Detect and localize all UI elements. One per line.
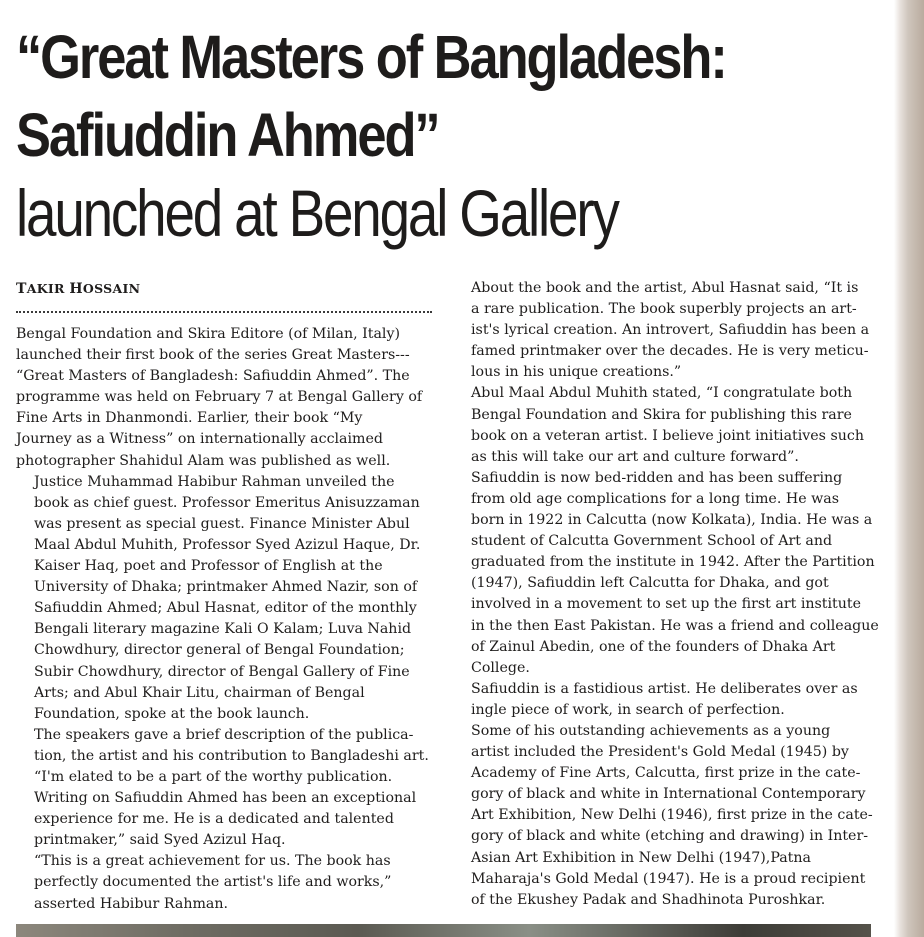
text-line: artist included the President's Gold Medal (1945) by bbox=[471, 744, 849, 761]
text-line: Kaiser Haq, poet and Professor of English at the bbox=[34, 558, 383, 575]
text-line: About the book and the artist, Abul Hasnat said, “It is bbox=[471, 280, 859, 296]
text-line: “This is a great achievement for us. The book has bbox=[34, 853, 391, 870]
text-line: involved in a movement to set up the first art institute bbox=[471, 596, 861, 613]
text-line: graduated from the institute in 1942. After the Partition bbox=[471, 554, 875, 571]
text-line: College. bbox=[471, 659, 530, 676]
text-line: Justice Muhammad Habibur Rahman unveiled the bbox=[34, 473, 395, 490]
text-line: of the Ekushey Padak and Shadhinota Puroshkar. bbox=[471, 891, 826, 908]
byline-divider bbox=[16, 311, 432, 313]
article-column-right bbox=[453, 278, 879, 911]
text-line: gory of black and white (etching and drawing) in Inter- bbox=[471, 828, 869, 845]
text-line: launched their first book of the series Great Masters--- bbox=[16, 347, 410, 364]
article-paragraph bbox=[453, 468, 879, 679]
text-line: Chowdhury, director general of Bengal Foundation; bbox=[34, 642, 405, 659]
headline-line-1: “Great Masters of Bangladesh: bbox=[16, 23, 726, 91]
text-line: experience for me. He is a dedicated and talented bbox=[34, 811, 394, 828]
article-paragraph bbox=[16, 472, 436, 725]
article-paragraph bbox=[453, 679, 873, 721]
byline-last-rest: OSSAIN bbox=[82, 281, 141, 296]
text-line: Abul Maal Abdul Muhith stated, “I congratulate both bbox=[471, 385, 853, 402]
page-edge-shadow bbox=[894, 0, 924, 937]
text-line: Bengal Foundation and Skira for publishing this rare bbox=[471, 406, 852, 423]
text-line: photographer Shahidul Alam was published as well. bbox=[16, 452, 391, 469]
text-line: book as chief guest. Professor Emeritus Anisuzzaman bbox=[34, 494, 420, 511]
text-line: perfectly documented the artist's life and works,” bbox=[34, 874, 392, 891]
text-line: “Great Masters of Bangladesh: Safiuddin Ahmed”. The bbox=[16, 368, 410, 385]
text-line: a rare publication. The book superbly projects an art- bbox=[471, 301, 857, 318]
text-line: Bengali literary magazine Kali O Kalam; Luva Nahid bbox=[34, 621, 412, 638]
text-line: Subir Chowdhury, director of Bengal Gallery of Fine bbox=[34, 663, 410, 680]
text-line: The speakers gave a brief description of the publica- bbox=[34, 726, 414, 743]
author-byline bbox=[16, 281, 140, 297]
text-line: Maharaja's Gold Medal (1947). He is a proud recipient bbox=[471, 870, 866, 887]
text-line: as this will take our art and culture forward”. bbox=[471, 448, 799, 465]
text-line: book on a veteran artist. I believe joint initiatives such bbox=[471, 427, 864, 444]
text-line: lous in his unique creations.” bbox=[471, 364, 682, 381]
text-line: tion, the artist and his contribution to Bangladeshi art. bbox=[34, 747, 429, 764]
photo-edge bbox=[16, 924, 871, 937]
text-line: Safiuddin is now bed-ridden and has been suffering bbox=[471, 469, 843, 486]
text-line: ist's lyrical creation. An introvert, Safiuddin has been a bbox=[471, 322, 870, 339]
headline-line-3: launched at Bengal Gallery bbox=[16, 176, 618, 250]
text-line: student of Calcutta Government School of Art and bbox=[471, 533, 833, 550]
text-line: was present as special guest. Finance Minister Abul bbox=[34, 515, 410, 532]
text-line: Art Exhibition, New Delhi (1946), first prize in the cate- bbox=[471, 807, 873, 824]
byline-first-rest: AKIR bbox=[26, 281, 65, 296]
article-paragraph bbox=[453, 383, 873, 467]
text-line: Safiuddin Ahmed; Abul Hasnat, editor of the monthly bbox=[34, 600, 417, 617]
text-line: in the then East Pakistan. He was a friend and colleague bbox=[471, 617, 879, 634]
text-line: Asian Art Exhibition in New Delhi (1947),Patna bbox=[471, 849, 811, 866]
byline-first-initial: T bbox=[16, 281, 27, 297]
text-line: famed printmaker over the decades. He is very meticu- bbox=[471, 343, 869, 360]
text-line: asserted Habibur Rahman. bbox=[34, 895, 229, 912]
text-line: Journey as a Witness” on internationally acclaimed bbox=[16, 431, 383, 448]
article-paragraph bbox=[453, 721, 873, 911]
text-line: University of Dhaka; printmaker Ahmed Nazir, son of bbox=[34, 579, 418, 596]
text-line: programme was held on February 7 at Bengal Gallery of bbox=[16, 389, 423, 406]
article-paragraph bbox=[453, 278, 873, 383]
text-line: Foundation, spoke at the book launch. bbox=[34, 705, 310, 722]
text-line: Arts; and Abul Khair Litu, chairman of Bengal bbox=[34, 684, 365, 701]
article-paragraph bbox=[16, 767, 436, 851]
text-line: gory of black and white in International Contemporary bbox=[471, 786, 866, 803]
text-line: from old age complications for a long time. He was bbox=[471, 490, 839, 507]
text-line: Fine Arts in Dhanmondi. Earlier, their book “My bbox=[16, 410, 363, 427]
article-column-left bbox=[16, 324, 436, 915]
text-line: Safiuddin is a fastidious artist. He deliberates over as bbox=[471, 680, 858, 697]
text-line: (1947), Safiuddin left Calcutta for Dhaka, and got bbox=[471, 575, 829, 592]
text-line: Writing on Safiuddin Ahmed has been an exceptional bbox=[34, 790, 417, 807]
byline-last-initial: H bbox=[69, 281, 83, 297]
text-line: Academy of Fine Arts, Calcutta, first prize in the cate- bbox=[471, 765, 861, 782]
article-paragraph bbox=[16, 725, 436, 767]
text-line: Some of his outstanding achievements as a young bbox=[471, 722, 831, 739]
text-line: Bengal Foundation and Skira Editore (of Milan, Italy) bbox=[16, 326, 401, 342]
text-line: “I'm elated to be a part of the worthy publication. bbox=[34, 768, 393, 785]
text-line: of Zainul Abedin, one of the founders of Dhaka Art bbox=[471, 638, 836, 655]
article-headline bbox=[16, 18, 896, 252]
headline-line-2: Safiuddin Ahmed” bbox=[16, 101, 439, 169]
text-line: Maal Abdul Muhith, Professor Syed Azizul Haque, Dr. bbox=[34, 536, 421, 553]
article-paragraph bbox=[16, 324, 436, 472]
text-line: ingle piece of work, in search of perfection. bbox=[471, 701, 785, 718]
article-paragraph bbox=[16, 851, 436, 914]
text-line: printmaker,” said Syed Azizul Haq. bbox=[34, 832, 286, 849]
text-line: born in 1922 in Calcutta (now Kolkata), India. He was a bbox=[471, 512, 873, 529]
